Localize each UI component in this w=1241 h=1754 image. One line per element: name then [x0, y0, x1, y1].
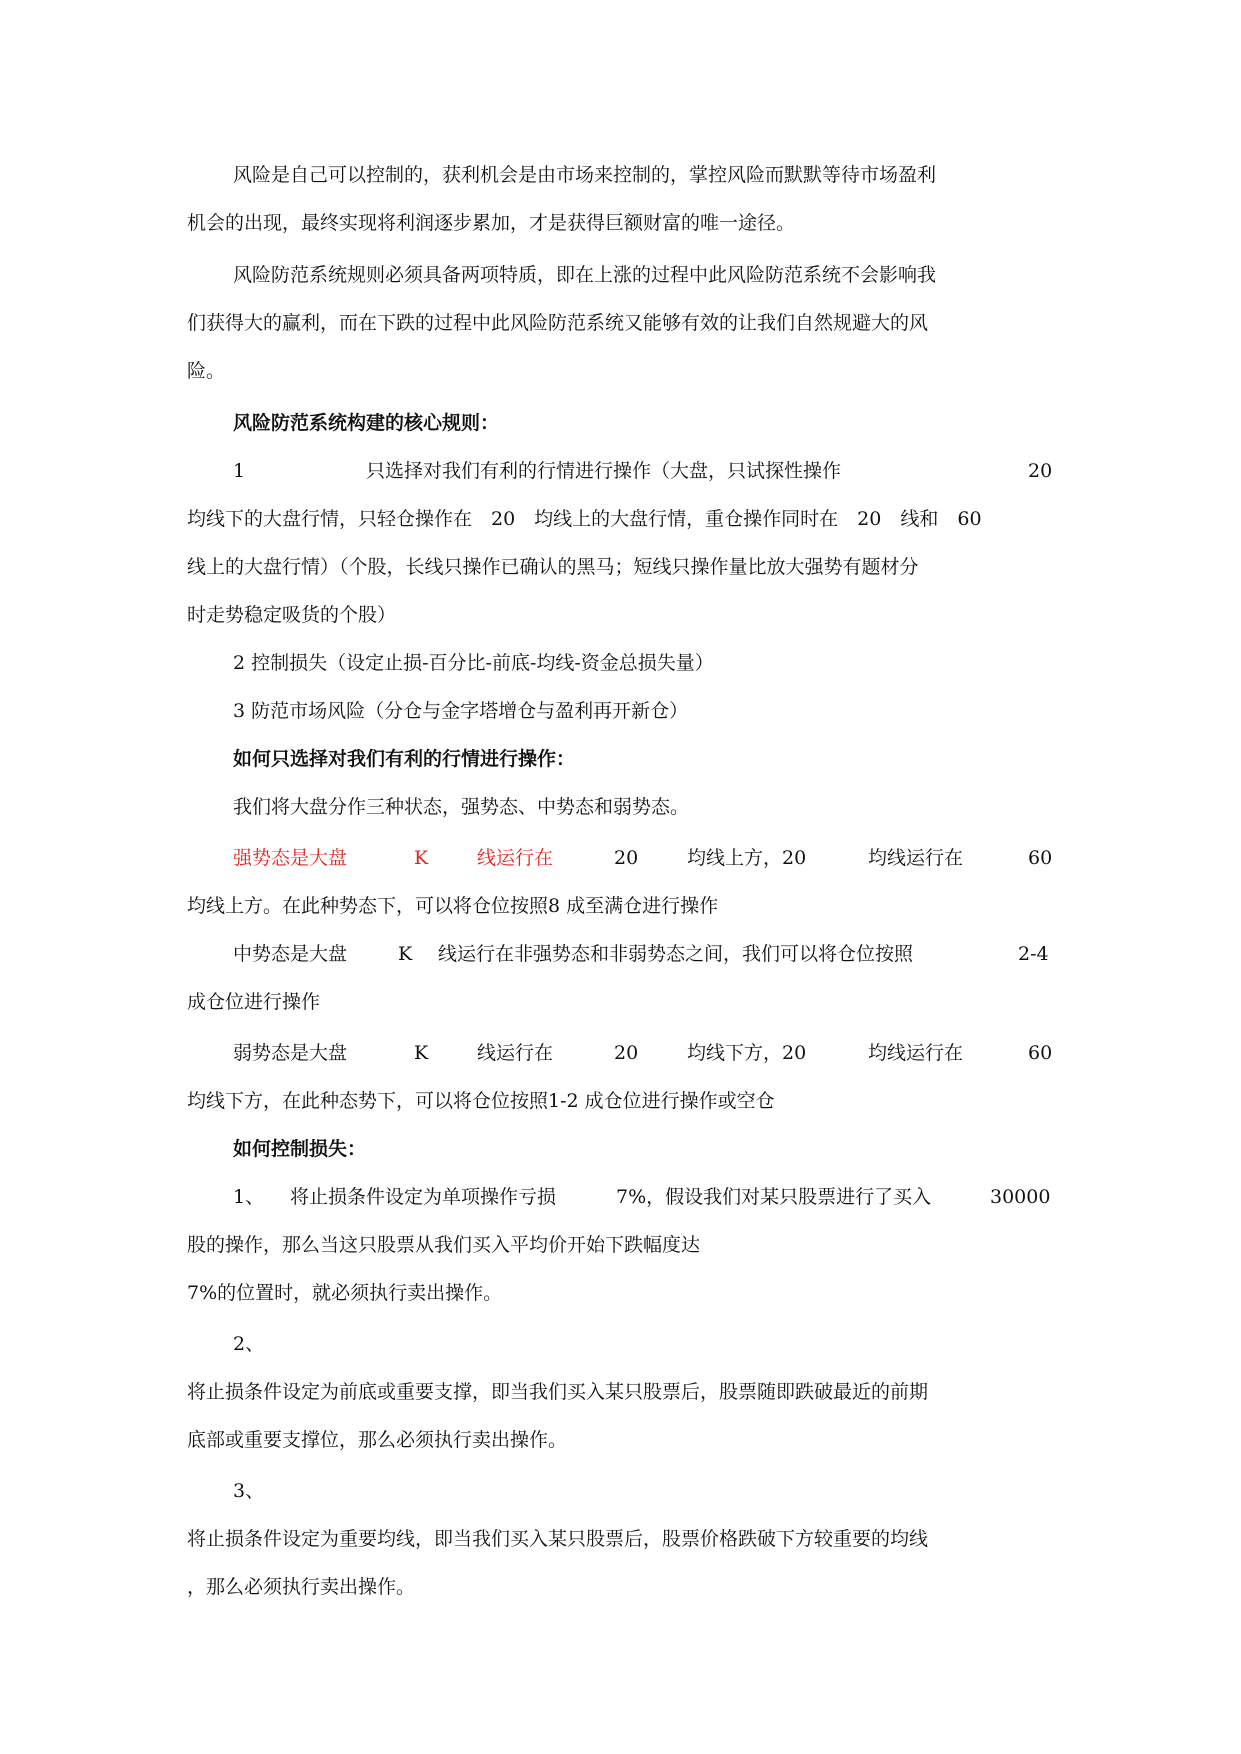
- strong-state-f: 均线运行在: [868, 847, 964, 869]
- loss-3-number: 3、: [233, 1480, 265, 1502]
- paragraph-1-line-1: 风险是自己可以控制的，获利机会是由市场来控制的，掌控风险而默默等待市场盈利: [233, 164, 937, 186]
- loss-1-a: 将止损条件设定为单项操作亏损: [290, 1186, 557, 1208]
- strong-state-a: 强势态是大盘: [233, 847, 348, 869]
- rule-2: 2 控制损失（设定止损-百分比-前底-均线-资金总损失量）: [233, 652, 714, 674]
- loss-1-line-2: 股的操作，那么当这只股票从我们买入平均价开始下跌幅度达: [187, 1234, 701, 1256]
- medium-state-a: 中势态是大盘: [233, 943, 348, 965]
- paragraph-2-line-1: 风险防范系统规则必须具备两项特质，即在上涨的过程中此风险防范系统不会影响我: [233, 264, 937, 286]
- loss-1-b: 7%，假设我们对某只股票进行了买入: [616, 1186, 932, 1208]
- strong-state-g: 60: [1028, 847, 1053, 869]
- medium-state-b: K: [398, 943, 413, 965]
- strong-state-line-2: 均线上方。在此种势态下，可以将仓位按照8 成至满仓进行操作: [187, 895, 719, 917]
- loss-3-line-1: 将止损条件设定为重要均线，即当我们买入某只股票后，股票价格跌破下方较重要的均线: [187, 1528, 929, 1550]
- heading-core-rules: 风险防范系统构建的核心规则：: [233, 412, 500, 434]
- paragraph-1-line-2: 机会的出现，最终实现将利润逐步累加，才是获得巨额财富的唯一途径。: [187, 212, 796, 234]
- loss-1-c: 30000: [990, 1186, 1051, 1208]
- strong-state-c: 线运行在: [477, 847, 554, 869]
- medium-state-line-2: 成仓位进行操作: [187, 991, 321, 1013]
- states-intro: 我们将大盘分作三种状态，强势态、中势态和弱势态。: [233, 796, 690, 818]
- weak-state-line-2: 均线下方，在此种态势下，可以将仓位按照1-2 成仓位进行操作或空仓: [187, 1090, 775, 1112]
- loss-1-line-3: 7%的位置时，就必须执行卖出操作。: [187, 1282, 503, 1304]
- strong-state-b: K: [414, 847, 429, 869]
- loss-2-number: 2、: [233, 1333, 265, 1355]
- loss-2-line-2: 底部或重要支撑位，那么必须执行卖出操作。: [187, 1429, 568, 1451]
- rule-1-line-1: 只选择对我们有利的行情进行操作（大盘，只试探性操作: [366, 460, 842, 482]
- medium-state-d: 2-4: [1018, 943, 1049, 965]
- strong-state-e: 均线上方，20: [687, 847, 807, 869]
- loss-3-line-2: ，那么必须执行卖出操作。: [187, 1576, 416, 1598]
- loss-1-number: 1、: [233, 1186, 265, 1208]
- weak-state-f: 均线运行在: [868, 1042, 964, 1064]
- strong-state-d: 20: [614, 847, 639, 869]
- rule-1-line-1-end: 20: [1028, 460, 1053, 482]
- rule-1-line-2: 均线下的大盘行情，只轻仓操作在 20 均线上的大盘行情，重仓操作同时在 20 线和 60: [187, 508, 982, 530]
- weak-state-b: K: [414, 1042, 429, 1064]
- weak-state-e: 均线下方，20: [687, 1042, 807, 1064]
- rule-1-number: 1: [233, 460, 246, 482]
- rule-1-line-3: 线上的大盘行情）（个股，长线只操作已确认的黑马；短线只操作量比放大强势有题材分: [187, 556, 919, 578]
- weak-state-c: 线运行在: [477, 1042, 554, 1064]
- weak-state-d: 20: [614, 1042, 639, 1064]
- rule-3: 3 防范市场风险（分仓与金字塔增仓与盈利再开新仓）: [233, 700, 689, 722]
- heading-favorable-market: 如何只选择对我们有利的行情进行操作：: [233, 748, 576, 770]
- medium-state-c: 线运行在非强势态和非弱势态之间，我们可以将仓位按照: [438, 943, 914, 965]
- weak-state-a: 弱势态是大盘: [233, 1042, 348, 1064]
- paragraph-2-line-3: 险。: [187, 360, 226, 382]
- heading-control-loss: 如何控制损失：: [233, 1138, 367, 1160]
- loss-2-line-1: 将止损条件设定为前底或重要支撑，即当我们买入某只股票后，股票随即跌破最近的前期: [187, 1381, 929, 1403]
- rule-1-line-4: 时走势稳定吸货的个股）: [187, 604, 397, 626]
- weak-state-g: 60: [1028, 1042, 1053, 1064]
- paragraph-2-line-2: 们获得大的赢利，而在下跌的过程中此风险防范系统又能够有效的让我们自然规避大的风: [187, 312, 929, 334]
